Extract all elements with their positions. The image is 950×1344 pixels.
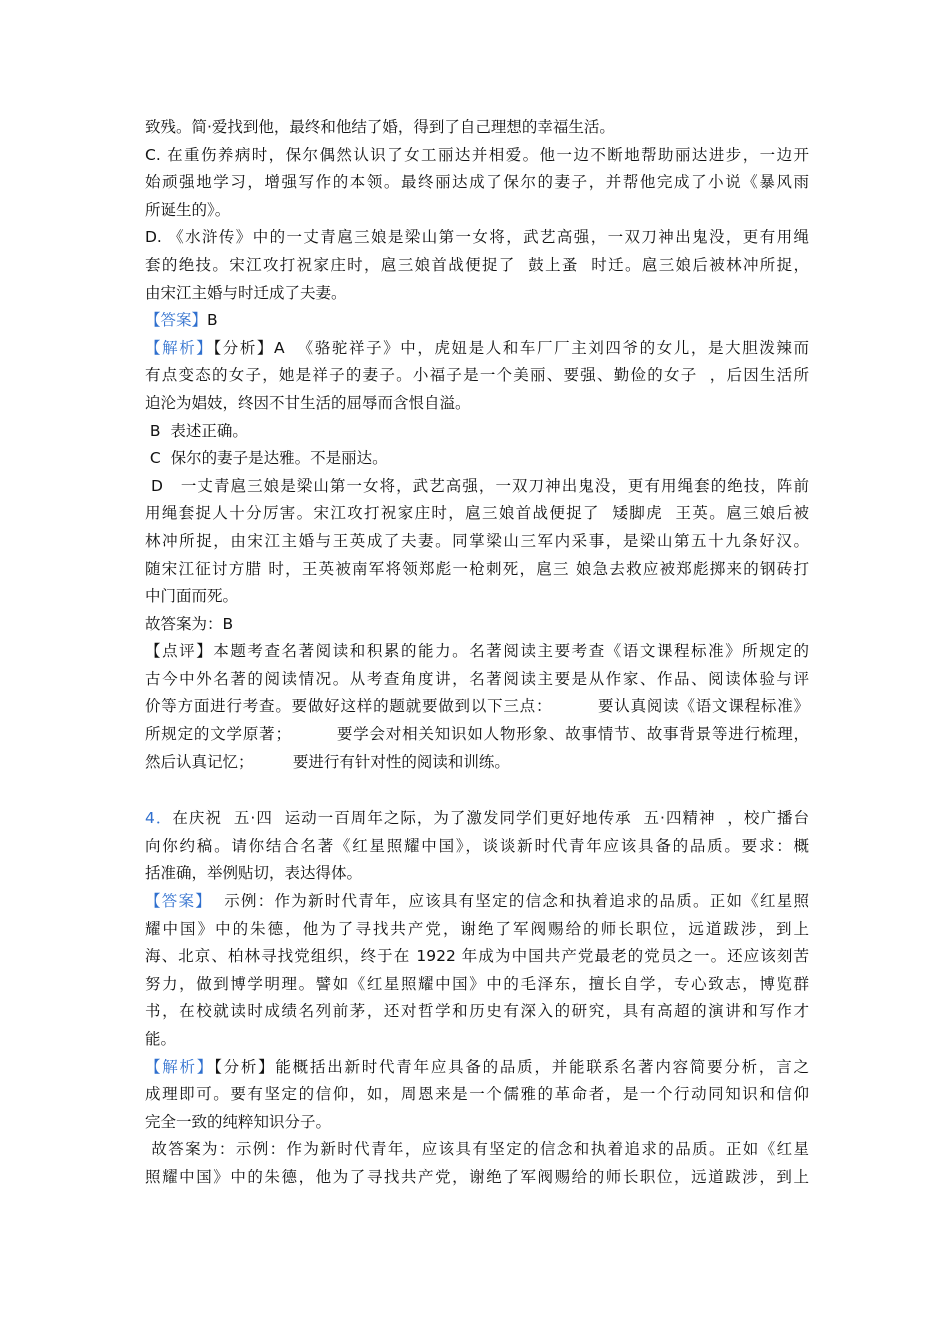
section-tag: 【解析】	[145, 338, 214, 357]
line-text: C 保尔的妻子是达雅。不是丽达。	[145, 449, 388, 468]
text-line	[145, 418, 809, 446]
line-text: 照耀中国》中的朱德，他为了寻找共产党，谢绝了军阀赐给的师长职位，远道跋涉，到上	[145, 1167, 809, 1186]
text-line	[145, 721, 809, 749]
text-line	[145, 1136, 809, 1164]
text-line	[145, 197, 809, 225]
line-text: 在庆祝 五·四 运动一百周年之际，为了激发同学们更好地传承 五·四精神 ，校广播台	[172, 809, 809, 828]
line-text: 致残。简·爱找到他，最终和他结了婚，得到了自己理想的幸福生活。	[145, 118, 615, 136]
line-text: 迫沦为娼妓，终因不甘生活的屈辱而含恨自溢。	[145, 393, 471, 412]
text-line	[145, 169, 809, 197]
line-text: D. 《水浒传》中的一丈青扈三娘是梁山第一女将，武艺高强，一双刀神出鬼没，更有用绳	[145, 228, 809, 247]
line-text: 中门面而死。	[145, 587, 239, 606]
line-text: 用绳套捉人十分厉害。宋江攻打祝家庄时，扈三娘首战便捉了 矮脚虎 王英。扈三娘后被	[145, 504, 809, 523]
line-text: 始顽强地学习，增强写作的本领。最终丽达成了保尔的妻子，并帮他完成了小说《暴风雨	[145, 173, 809, 192]
line-text: 括准确，举例贴切，表达得体。	[145, 864, 363, 883]
question-number: 4．	[145, 809, 173, 828]
line-text: B	[207, 311, 218, 330]
text-line	[145, 998, 809, 1026]
text-line	[145, 1164, 809, 1192]
line-text: 能。	[145, 1030, 177, 1048]
text-line	[145, 114, 809, 142]
text-line	[145, 860, 809, 888]
line-text: 故答案为：示例：作为新时代青年，应该具有坚定的信念和执着追求的品质。正如《红星	[145, 1140, 809, 1159]
text-line	[145, 362, 809, 390]
line-text: 故答案为：B	[145, 614, 234, 633]
line-text: 完全一致的纯粹知识分子。	[145, 1112, 332, 1131]
text-line	[145, 445, 809, 473]
section-tag: 【答案】	[145, 311, 208, 330]
text-line	[145, 1109, 809, 1137]
text-line	[145, 666, 809, 694]
line-text: 有点变态的女子，她是祥子的妻子。小福子是一个美丽、要强、勤俭的女子 ，后因生活所	[145, 366, 809, 385]
text-line	[145, 528, 809, 556]
line-text: 海、北京、柏林寻找党组织，终于在 1922 年成为中国共产党最老的党员之一。还应该刻苦	[145, 947, 809, 966]
text-line	[145, 638, 809, 666]
line-text: 套的绝技。宋江攻打祝家庄时，扈三娘首战便捉了 鼓上蚤 时迁。扈三娘后被林冲所捉，	[145, 255, 809, 274]
text-line	[145, 390, 809, 418]
text-line	[145, 556, 809, 584]
text-line	[145, 500, 809, 528]
line-text: 由宋江主婚与时迁成了夫妻。	[145, 283, 347, 302]
text-line	[145, 1054, 809, 1082]
line-text: 古今中外名著的阅读情况。从考查角度讲，名著阅读主要是从作家、作品、阅读体验与评	[145, 669, 809, 688]
paragraph-gap	[145, 776, 809, 805]
text-line	[145, 749, 809, 777]
text-line	[145, 473, 809, 501]
text-line	[145, 307, 809, 335]
line-text: 耀中国》中的朱德，他为了寻找共产党，谢绝了军阀赐给的师长职位，远道跋涉，到上	[145, 919, 809, 938]
line-text: 价等方面进行考查。要做好这样的题就要做到以下三点： 要认真阅读《语文课程标准》	[145, 697, 809, 716]
line-text: 所规定的文学原著； 要学会对相关知识如人物形象、故事情节、故事背景等进行梳理，	[145, 725, 809, 744]
section-tag: 【解析】	[145, 1057, 215, 1076]
text-line	[145, 943, 809, 971]
line-text: 林冲所捉，由宋江主婚与王英成了夫妻。同掌梁山三军内采事，是梁山第五十九条好汉。	[145, 531, 809, 550]
text-line	[145, 693, 809, 721]
text-line	[145, 252, 809, 280]
line-text: 成理即可。要有坚定的信仰，如，周恩来是一个儒雅的革命者，是一个行动同知识和信仰	[145, 1085, 809, 1104]
text-line	[145, 224, 809, 252]
text-line	[145, 805, 809, 833]
line-text: 随宋江征讨方腊 时，王英被南军将领郑彪一枪刺死，扈三 娘急去救应被郑彪掷来的钢砖打	[145, 559, 809, 578]
line-text: 努力，做到博学明理。譬如《红星照耀中国》中的毛泽东，擅长自学，专心致志，博览群	[145, 974, 809, 993]
line-text: 【点评】本题考查名著阅读和积累的能力。名著阅读主要考查《语文课程标准》所规定的	[145, 642, 809, 661]
line-text: 向你约稿。请你结合名著《红星照耀中国》，谈谈新时代青年应该具备的品质。要求：概	[145, 836, 809, 855]
line-text: D 一丈青扈三娘是梁山第一女将，武艺高强，一双刀神出鬼没，更有用绳套的绝技，阵前	[145, 476, 809, 495]
text-line	[145, 611, 809, 639]
text-line	[145, 1081, 809, 1109]
line-text: 【分析】A 《骆驼祥子》中，虎妞是人和车厂厂主刘四爷的女儿，是大胆泼辣而	[213, 338, 809, 357]
text-line	[145, 1026, 809, 1054]
line-text: B 表述正确。	[145, 421, 248, 440]
text-line	[145, 888, 809, 916]
text-line	[145, 916, 809, 944]
line-text: 所诞生的》。	[145, 200, 231, 219]
text-line	[145, 142, 809, 170]
line-text: 示例：作为新时代青年，应该具有坚定的信念和执着追求的品质。正如《红星照	[211, 892, 809, 911]
text-line	[145, 335, 809, 363]
text-line	[145, 971, 809, 999]
line-text: 【分析】能概括出新时代青年应具备的品质，并能联系名著内容简要分析，言之	[214, 1057, 809, 1076]
text-line	[145, 280, 809, 308]
section-tag: 【答案】	[145, 892, 212, 911]
document-body	[145, 114, 809, 1192]
line-text: 书，在校就读时成绩名列前茅，还对哲学和历史有深入的研究，具有高超的演讲和写作才	[145, 1002, 809, 1021]
text-line	[145, 583, 809, 611]
text-line	[145, 833, 809, 861]
line-text: C. 在重伤养病时，保尔偶然认识了女工丽达并相爱。他一边不断地帮助丽达进步，一边开	[145, 145, 809, 164]
line-text: 然后认真记忆； 要进行有针对性的阅读和训练。	[145, 752, 510, 771]
